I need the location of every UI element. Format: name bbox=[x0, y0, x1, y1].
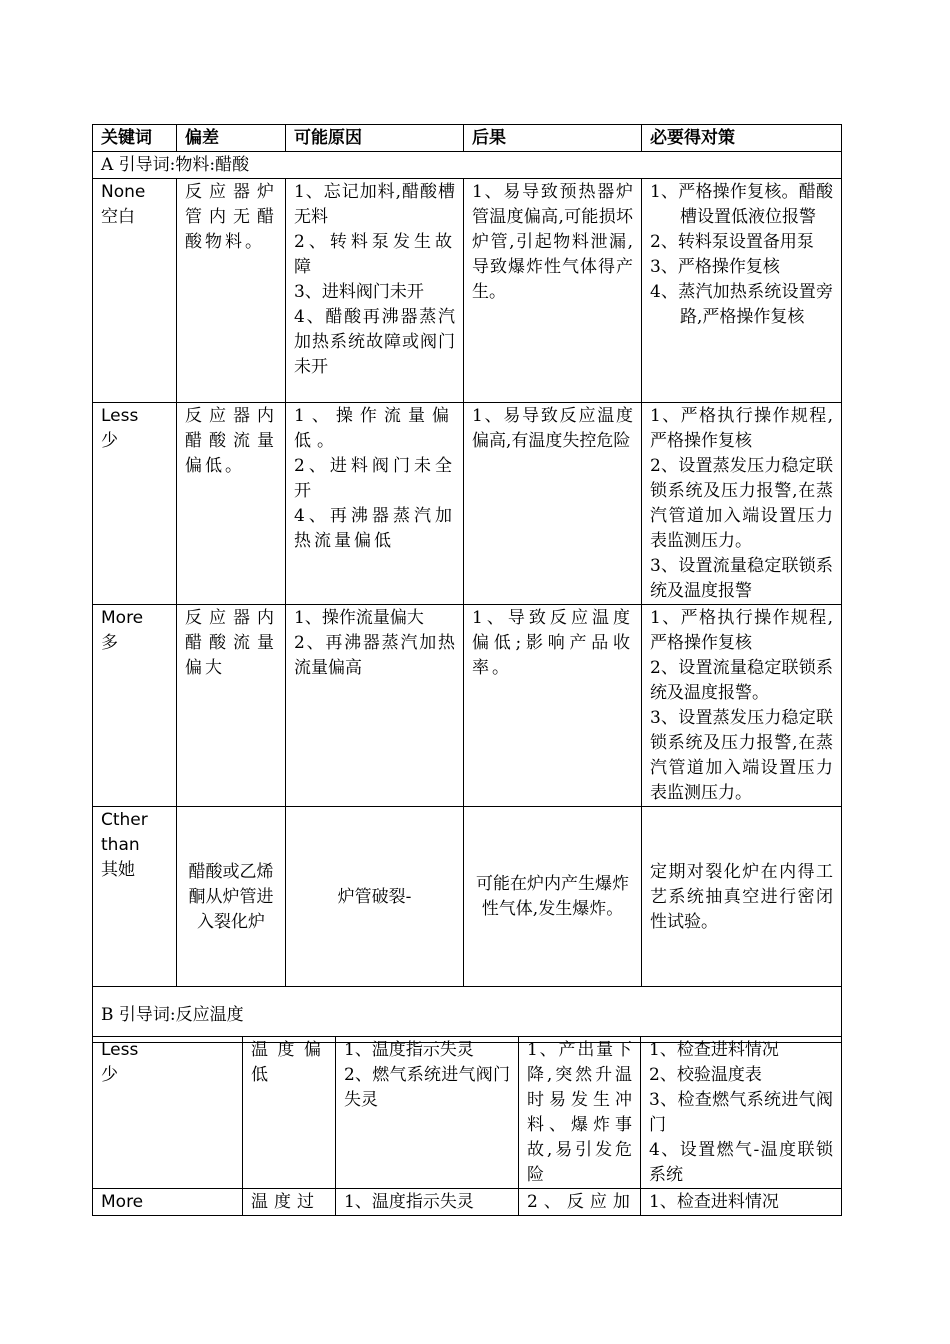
deviation-cell: 温度过 bbox=[243, 1189, 336, 1216]
deviation-cell: 醋酸或乙烯酮从炉管进入裂化炉 bbox=[177, 807, 286, 987]
keyword-en: than bbox=[101, 835, 140, 855]
measure-item: 1、检查进料情况 bbox=[649, 1040, 779, 1060]
section-b-row bbox=[93, 987, 842, 1043]
deviation-cell: 反应器炉管内无醋酸物料。 bbox=[177, 179, 286, 403]
cause-item: 1、温度指示失灵 bbox=[344, 1040, 474, 1060]
measure-item: 4、蒸汽加热系统设置旁路,严格操作复核 bbox=[650, 282, 833, 327]
section-a-title: A 引导词:物料:醋酸 bbox=[93, 152, 842, 179]
keyword-en: Cther bbox=[101, 810, 148, 830]
keyword-en: More bbox=[101, 608, 144, 628]
header-deviation: 偏差 bbox=[177, 125, 286, 152]
cause-item: 1、忘记加料,醋酸槽无料 bbox=[294, 182, 455, 227]
cause-item: 1、操作流量偏低。 bbox=[294, 406, 455, 451]
cause-item: 4、再沸器蒸汽加热流量偏低 bbox=[294, 506, 455, 551]
measure-item: 2、转料泵设置备用泵 bbox=[650, 232, 814, 252]
header-row bbox=[93, 125, 842, 152]
header-causes: 可能原因 bbox=[286, 125, 464, 152]
causes-cell bbox=[286, 605, 464, 807]
causes-cell bbox=[286, 403, 464, 605]
measures-cell: 1、检查进料情况 bbox=[641, 1189, 842, 1216]
keyword-cell bbox=[93, 807, 177, 987]
measures-cell bbox=[642, 403, 842, 605]
causes-cell bbox=[286, 179, 464, 403]
consequence-cell: 1、导致反应温度偏低;影响产品收率。 bbox=[464, 605, 642, 807]
keyword-cn: 少 bbox=[101, 1065, 118, 1085]
cause-item: 2、转料泵发生故障 bbox=[294, 232, 455, 277]
hazop-table-b bbox=[92, 1036, 842, 1216]
keyword-cn: 其她 bbox=[101, 860, 135, 880]
keyword-cn: 空白 bbox=[101, 207, 135, 227]
section-a-row bbox=[93, 152, 842, 179]
header-keyword: 关键词 bbox=[93, 125, 177, 152]
consequence-cell: 1、产出量下降,突然升温时易发生冲料、爆炸事故,易引发危险 bbox=[519, 1037, 641, 1189]
measures-cell: 定期对裂化炉在内得工艺系统抽真空进行密闭性试验。 bbox=[642, 807, 842, 987]
causes-cell: 1、温度指示失灵 bbox=[336, 1189, 519, 1216]
keyword-en: None bbox=[101, 182, 146, 202]
measure-item: 3、严格操作复核 bbox=[650, 257, 780, 277]
table-row bbox=[93, 1037, 842, 1189]
measure-item: 3、设置流量稳定联锁系统及温度报警 bbox=[650, 556, 833, 601]
keyword-cell bbox=[93, 1189, 243, 1216]
keyword-cn: 多 bbox=[101, 633, 118, 653]
measures-cell bbox=[642, 179, 842, 403]
keyword-cell bbox=[93, 1037, 243, 1189]
consequence-cell: 2、反应加 bbox=[519, 1189, 641, 1216]
consequence-cell: 1、易导致反应温度偏高,有温度失控危险 bbox=[464, 403, 642, 605]
measure-item: 2、设置蒸发压力稳定联锁系统及压力报警,在蒸汽管道加入端设置压力表监测压力。 bbox=[650, 456, 833, 551]
cause-item: 1、操作流量偏大 bbox=[294, 608, 424, 628]
measure-item: 2、校验温度表 bbox=[649, 1065, 762, 1085]
table-row bbox=[93, 179, 842, 403]
header-measures: 必要得对策 bbox=[642, 125, 842, 152]
table-row bbox=[93, 605, 842, 807]
keyword-en: Less bbox=[101, 406, 139, 426]
keyword-cell bbox=[93, 605, 177, 807]
measure-item: 3、设置蒸发压力稳定联锁系统及压力报警,在蒸汽管道加入端设置压力表监测压力。 bbox=[650, 708, 833, 803]
measure-item: 3、检查燃气系统进气阀门 bbox=[649, 1090, 833, 1135]
measure-item: 2、设置流量稳定联锁系统及温度报警。 bbox=[650, 658, 833, 703]
consequence-cell: 可能在炉内产生爆炸性气体,发生爆炸。 bbox=[464, 807, 642, 987]
cause-item: 2、燃气系统进气阀门失灵 bbox=[344, 1065, 510, 1110]
table-row bbox=[93, 807, 842, 987]
keyword-en: Less bbox=[101, 1040, 139, 1060]
consequence-cell: 1、易导致预热器炉管温度偏高,可能损坏炉管,引起物料泄漏,导致爆炸性气体得产生。 bbox=[464, 179, 642, 403]
measures-cell bbox=[642, 605, 842, 807]
deviation-cell: 反应器内醋酸流量偏低。 bbox=[177, 403, 286, 605]
measures-cell bbox=[641, 1037, 842, 1189]
keyword-cell bbox=[93, 179, 177, 403]
causes-cell: 炉管破裂- bbox=[286, 807, 464, 987]
cause-item: 3、进料阀门未开 bbox=[294, 282, 424, 302]
header-consequence: 后果 bbox=[464, 125, 642, 152]
measure-item: 1、严格执行操作规程,严格操作复核 bbox=[650, 406, 833, 451]
cause-item: 2、进料阀门未全开 bbox=[294, 456, 455, 501]
measure-item: 4、设置燃气-温度联锁系统 bbox=[649, 1140, 833, 1185]
section-b-title: B 引导词:反应温度 bbox=[93, 987, 842, 1043]
causes-cell bbox=[336, 1037, 519, 1189]
measure-item: 1、严格执行操作规程,严格操作复核 bbox=[650, 608, 833, 653]
keyword-cell bbox=[93, 403, 177, 605]
hazop-table-a bbox=[92, 124, 842, 1043]
keyword-cn: 少 bbox=[101, 431, 118, 451]
measure-item: 1、严格操作复核。醋酸槽设置低液位报警 bbox=[650, 182, 833, 227]
cause-item: 4、醋酸再沸器蒸汽加热系统故障或阀门未开 bbox=[294, 307, 455, 377]
deviation-cell: 温度偏低 bbox=[243, 1037, 336, 1189]
deviation-cell: 反应器内醋酸流量偏大 bbox=[177, 605, 286, 807]
keyword-en: More bbox=[101, 1192, 144, 1212]
cause-item: 2、再沸器蒸汽加热流量偏高 bbox=[294, 633, 455, 678]
table-row bbox=[93, 403, 842, 605]
table-row bbox=[93, 1189, 842, 1216]
